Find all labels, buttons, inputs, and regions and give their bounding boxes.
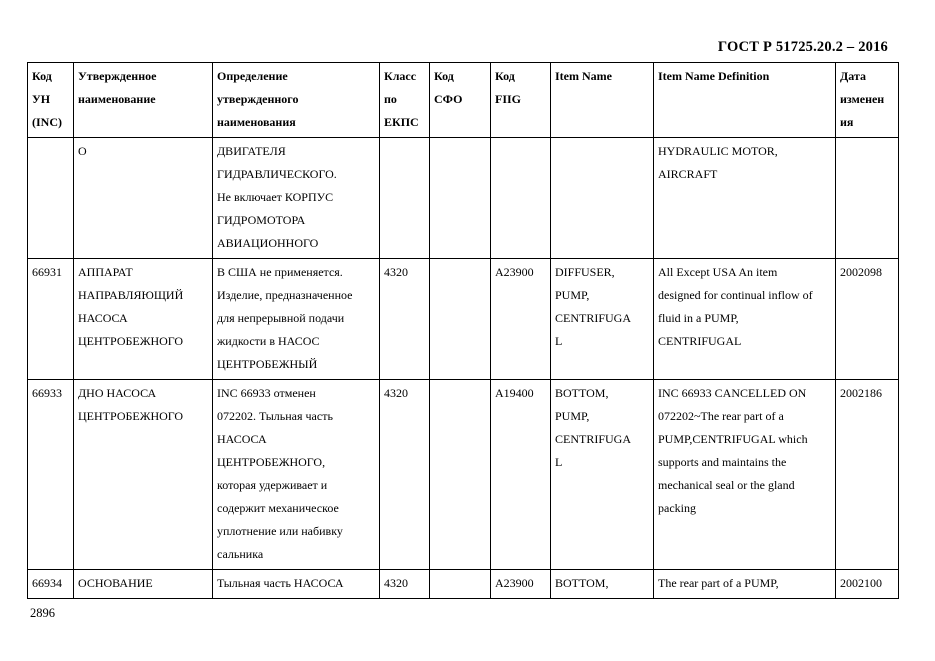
cell-text-line: supports and maintains the	[658, 455, 787, 469]
cell-text-line: INC 66933 CANCELLED ON	[658, 386, 807, 400]
nomenclature-table	[27, 62, 899, 599]
cell-text-line: HYDRAULIC MOTOR,	[658, 144, 778, 158]
cell-text-line: CENTRIFUGA	[555, 311, 632, 325]
cell-text-line: Не включает КОРПУС	[217, 190, 334, 204]
cell-date	[836, 138, 899, 259]
cell-text-line: INC 66933 отменен	[217, 386, 316, 400]
cell-text-line: уплотнение или набивку	[217, 524, 343, 538]
cell-text-line: 4320	[384, 386, 408, 400]
cell-sfo	[430, 138, 491, 259]
cell-fiig	[491, 138, 551, 259]
cell-text-line: НАПРАВЛЯЮЩИЙ	[78, 288, 184, 302]
cell-item-def	[654, 570, 836, 599]
cell-date	[836, 380, 899, 570]
cell-item-def	[654, 380, 836, 570]
cell-text-line: L	[555, 334, 563, 348]
cell-code	[28, 570, 74, 599]
page-number: 2896	[30, 606, 55, 620]
cell-text-line: 66933	[32, 386, 62, 400]
cell-item-def	[654, 138, 836, 259]
table-row	[28, 138, 899, 259]
cell-text-line: ДВИГАТЕЛЯ	[217, 144, 286, 158]
cell-text-line: A23900	[495, 265, 534, 279]
cell-item-name	[551, 138, 654, 259]
cell-text-line: A19400	[495, 386, 534, 400]
cell-code	[28, 138, 74, 259]
cell-text-line: ДНО НАСОСА	[78, 386, 157, 400]
cell-text-line: В США не применяется.	[217, 265, 343, 279]
cell-def-ru	[213, 570, 380, 599]
cell-text-line: НАСОСА	[217, 432, 267, 446]
header-cell-class: Класс по ЕКПС	[380, 63, 430, 138]
cell-text-line: для непрерывной подачи	[217, 311, 345, 325]
table-row	[28, 380, 899, 570]
cell-item-name	[551, 380, 654, 570]
header-cell-item-name: Item Name	[551, 63, 654, 138]
cell-text-line: 66931	[32, 265, 62, 279]
cell-text-line: НАСОСА	[78, 311, 128, 325]
cell-text-line: ЦЕНТРОБЕЖНОГО,	[217, 455, 326, 469]
cell-text-line: Тыльная часть НАСОСА	[217, 576, 344, 590]
cell-text-line: fluid in a PUMP,	[658, 311, 739, 325]
cell-text-line: 4320	[384, 576, 408, 590]
cell-text-line: AIRCRAFT	[658, 167, 718, 181]
cell-class	[380, 138, 430, 259]
cell-sfo	[430, 570, 491, 599]
header-cell-approved-definition: Определение утвержденного наименования	[213, 63, 380, 138]
table-row	[28, 259, 899, 380]
cell-text-line: ГИДРОМОТОРА	[217, 213, 306, 227]
table-body	[28, 138, 899, 599]
cell-text-line: ГИДРАВЛИЧЕСКОГО.	[217, 167, 337, 181]
cell-text-line: 072202. Тыльная часть	[217, 409, 333, 423]
cell-name-ru	[74, 570, 213, 599]
cell-sfo	[430, 259, 491, 380]
cell-text-line: АППАРАТ	[78, 265, 133, 279]
cell-text-line: PUMP,CENTRIFUGAL which	[658, 432, 808, 446]
cell-text-line: АВИАЦИОННОГО	[217, 236, 319, 250]
cell-code	[28, 259, 74, 380]
cell-text-line: Изделие, предназначенное	[217, 288, 353, 302]
cell-date	[836, 259, 899, 380]
cell-item-def	[654, 259, 836, 380]
cell-text-line: The rear part of a PUMP,	[658, 576, 779, 590]
cell-def-ru	[213, 259, 380, 380]
cell-text-line: PUMP,	[555, 409, 590, 423]
cell-text-line: designed for continual inflow of	[658, 288, 813, 302]
cell-item-name	[551, 259, 654, 380]
cell-text-line: L	[555, 455, 563, 469]
header-cell-code: Код УН (INC)	[28, 63, 74, 138]
cell-text-line: PUMP,	[555, 288, 590, 302]
cell-item-name	[551, 570, 654, 599]
table-row	[28, 570, 899, 599]
table-header-row	[28, 63, 899, 138]
cell-text-line: 2002098	[840, 265, 882, 279]
cell-text-line: packing	[658, 501, 696, 515]
cell-fiig	[491, 259, 551, 380]
cell-code	[28, 380, 74, 570]
cell-text-line: сальника	[217, 547, 264, 561]
cell-fiig	[491, 570, 551, 599]
cell-text-line: 66934	[32, 576, 62, 590]
header-cell-approved-name: Утвержденное наименование	[74, 63, 213, 138]
header-cell-change-date: Дата изменен ия	[836, 63, 899, 138]
header-cell-item-name-definition: Item Name Definition	[654, 63, 836, 138]
cell-text-line: CENTRIFUGAL	[658, 334, 742, 348]
cell-text-line: CENTRIFUGA	[555, 432, 632, 446]
document-header-title: ГОСТ Р 51725.20.2 – 2016	[717, 39, 888, 55]
header-cell-fiig: Код FIIG	[491, 63, 551, 138]
cell-text-line: 072202~The rear part of a	[658, 409, 784, 423]
cell-text-line: A23900	[495, 576, 534, 590]
cell-text-line: BOTTOM,	[555, 576, 609, 590]
cell-text-line: BOTTOM,	[555, 386, 609, 400]
cell-name-ru	[74, 380, 213, 570]
cell-date	[836, 570, 899, 599]
header-cell-sfo: Код СФО	[430, 63, 491, 138]
cell-text-line: All Except USA An item	[658, 265, 778, 279]
cell-text-line: ЦЕНТРОБЕЖНОГО	[78, 409, 184, 423]
cell-name-ru	[74, 259, 213, 380]
cell-text-line: содержит механическое	[217, 501, 339, 515]
cell-def-ru	[213, 380, 380, 570]
cell-sfo	[430, 380, 491, 570]
cell-class	[380, 380, 430, 570]
cell-fiig	[491, 380, 551, 570]
cell-name-ru	[74, 138, 213, 259]
cell-text-line: ОСНОВАНИЕ	[78, 576, 153, 590]
cell-text-line: которая удерживает и	[217, 478, 328, 492]
cell-text-line: жидкости в НАСОС	[217, 334, 320, 348]
cell-text-line: ЦЕНТРОБЕЖНЫЙ	[217, 357, 318, 371]
cell-text-line: ЦЕНТРОБЕЖНОГО	[78, 334, 184, 348]
cell-class	[380, 259, 430, 380]
cell-text-line: О	[78, 144, 87, 158]
cell-text-line: 4320	[384, 265, 408, 279]
cell-text-line: 2002100	[840, 576, 882, 590]
cell-class	[380, 570, 430, 599]
cell-text-line: 2002186	[840, 386, 882, 400]
cell-text-line: DIFFUSER,	[555, 265, 615, 279]
cell-def-ru	[213, 138, 380, 259]
cell-text-line: mechanical seal or the gland	[658, 478, 795, 492]
